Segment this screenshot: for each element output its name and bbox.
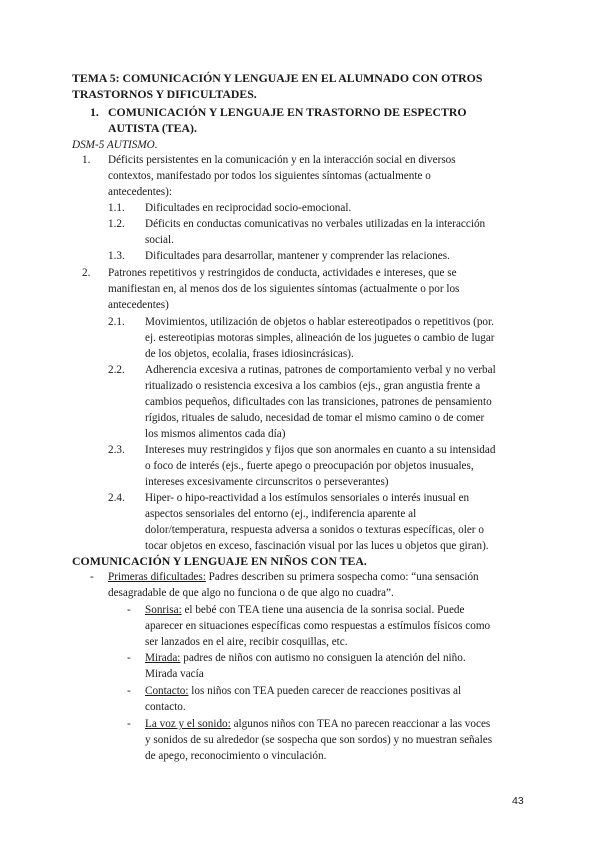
sign-text: padres de niños con autismo no consiguen la atención del niño. (180, 652, 466, 664)
sign-line: y sonidos de su alrededor (se sospecha que son sordos) y no muestran señales (145, 734, 493, 746)
subcriterion-line: cambios pequeños, dificultades con las transiciones, patrones de pensamiento (145, 396, 492, 408)
subcriterion-line: Dificultades para desarrollar, mantener y comprender las relaciones. (145, 250, 450, 262)
criterion-2-line: manifiestan en, al menos dos de los siguientes síntomas (actualmente o por los (108, 283, 460, 295)
first-difficulties-text: Padres describen su primera sospecha como: “una sensación (205, 571, 479, 583)
subcriterion-number: 1.2. (108, 218, 125, 230)
section-1-heading-line-1: COMUNICACIÓN Y LENGUAJE EN TRASTORNO DE ESPECTRO (108, 105, 467, 119)
subcriterion-number: 2.1. (108, 316, 125, 328)
subcriterion-number: 1.1. (108, 202, 125, 214)
section-1-heading-line-2: AUTISTA (TEA). (108, 121, 197, 135)
bullet-dash: - (127, 604, 131, 616)
bullet-dash: - (127, 652, 131, 664)
chapter-title-line-2: TRASTORNOS Y DIFICULTADES. (72, 87, 257, 101)
subcriterion-number: 2.3. (108, 444, 125, 456)
bullet-dash: - (90, 571, 94, 583)
criterion-1-line: contextos, manifestado por todos los siguientes síntomas (actualmente o (108, 170, 431, 182)
subcriterion-number: 2.4. (108, 492, 125, 504)
dsm-label: DSM-5 AUTISMO. (72, 139, 158, 151)
criterion-2-line: antecedentes) (108, 299, 169, 311)
first-difficulties-line: desagradable de que algo no funciona o de que algo no cuadra”. (108, 587, 394, 599)
subcriterion-line: Dificultades en reciprocidad socio-emocional. (145, 202, 352, 214)
subcriterion-line: intereses excesivamente circunscritos o perseverantes) (145, 476, 389, 488)
subcriterion-line: Adherencia excesiva a rutinas, patrones de comportamiento verbal y no verbal (145, 364, 496, 376)
subcriterion-line: tocar objetos en exceso, fascinación visual por las luces u objetos que giran). (145, 540, 489, 552)
subcriterion-line: Déficits en conductas comunicativas no verbales utilizadas en la interacción (145, 218, 486, 230)
section-2-heading: COMUNICACIÓN Y LENGUAJE EN NIÑOS CON TEA. (72, 554, 367, 568)
criterion-1-number: 1. (82, 154, 91, 166)
sign-line: de apego, reconocimiento o vinculación. (145, 750, 327, 762)
sign-line: aparecer en situaciones específicas como respuestas a estímulos físicos como (145, 620, 491, 632)
subcriterion-line: Hiper- o hipo-reactividad a los estímulos sensoriales o interés inusual en (145, 492, 470, 504)
sign-text: los niños con TEA pueden carecer de reacciones positivas al (188, 685, 462, 697)
first-difficulties-line (108, 569, 479, 586)
sign-label: Sonrisa: (145, 604, 182, 616)
sign-label: Contacto: (145, 685, 189, 697)
page-number: 43 (512, 795, 524, 807)
criterion-1-line: antecedentes): (108, 186, 172, 198)
chapter-title-line-1: TEMA 5: COMUNICACIÓN Y LENGUAJE EN EL ALUMNADO CON OTROS (72, 71, 483, 85)
criterion-2-number: 2. (82, 267, 91, 279)
section-1-number: 1. (90, 105, 99, 119)
criterion-2-line: Patrones repetitivos y restringidos de conducta, actividades e intereses, que se (108, 267, 457, 279)
first-difficulties-label: Primeras dificultades: (108, 571, 206, 583)
sign-item-gaze (145, 650, 466, 667)
subcriterion-line: rígidos, rituales de saludo, necesidad de tomar el mismo camino o de comer (145, 412, 485, 424)
sign-line: ser lanzados en el aire, recibir cosquillas, etc. (145, 636, 348, 648)
sign-item-contact (145, 683, 461, 700)
subcriterion-line: los mismos alimentos cada día) (145, 428, 286, 440)
bullet-dash: - (127, 718, 131, 730)
sign-line: contacto. (145, 701, 186, 713)
bullet-dash: - (127, 685, 131, 697)
subcriterion-line: ritualizado o resistencia excesiva a los cambios (ejs., gran angustia frente a (145, 380, 481, 392)
subcriterion-number: 1.3. (108, 250, 125, 262)
subcriterion-line: aspectos sensoriales del entorno (ej., indiferencia aparente al (145, 508, 417, 520)
subcriterion-number: 2.2. (108, 364, 125, 376)
sign-line: Mirada vacía (145, 668, 204, 680)
subcriterion-line: ej. estereotipias motoras simples, alineación de los juguetes o cambio de lugar (145, 332, 495, 344)
subcriterion-line: Intereses muy restringidos y fijos que son anormales en cuanto a su intensidad (145, 444, 496, 456)
sign-item-smile (145, 602, 464, 619)
subcriterion-line: dolor/temperatura, respuesta adversa a sonidos o texturas específicas, oler o (145, 524, 484, 536)
sign-label: Mirada: (145, 652, 181, 664)
criterion-1-line: Déficits persistentes en la comunicación y en la interacción social en diversos (108, 154, 456, 166)
sign-item-voice-sound (145, 716, 490, 733)
subcriterion-line: o foco de interés (ejs., fuerte apego o preocupación por objetos inusuales, (145, 460, 474, 472)
subcriterion-line: de los objetos, ecolalia, frases idiosincrásicas). (145, 348, 354, 360)
sign-text: algunos niños con TEA no parecen reaccionar a las voces (230, 718, 491, 730)
subcriterion-line: social. (145, 234, 174, 246)
subcriterion-line: Movimientos, utilización de objetos o hablar estereotipados o repetitivos (por. (145, 316, 494, 328)
sign-label: La voz y el sonido: (145, 718, 231, 730)
sign-text: el bebé con TEA tiene una ausencia de la sonrisa social. Puede (181, 604, 465, 616)
